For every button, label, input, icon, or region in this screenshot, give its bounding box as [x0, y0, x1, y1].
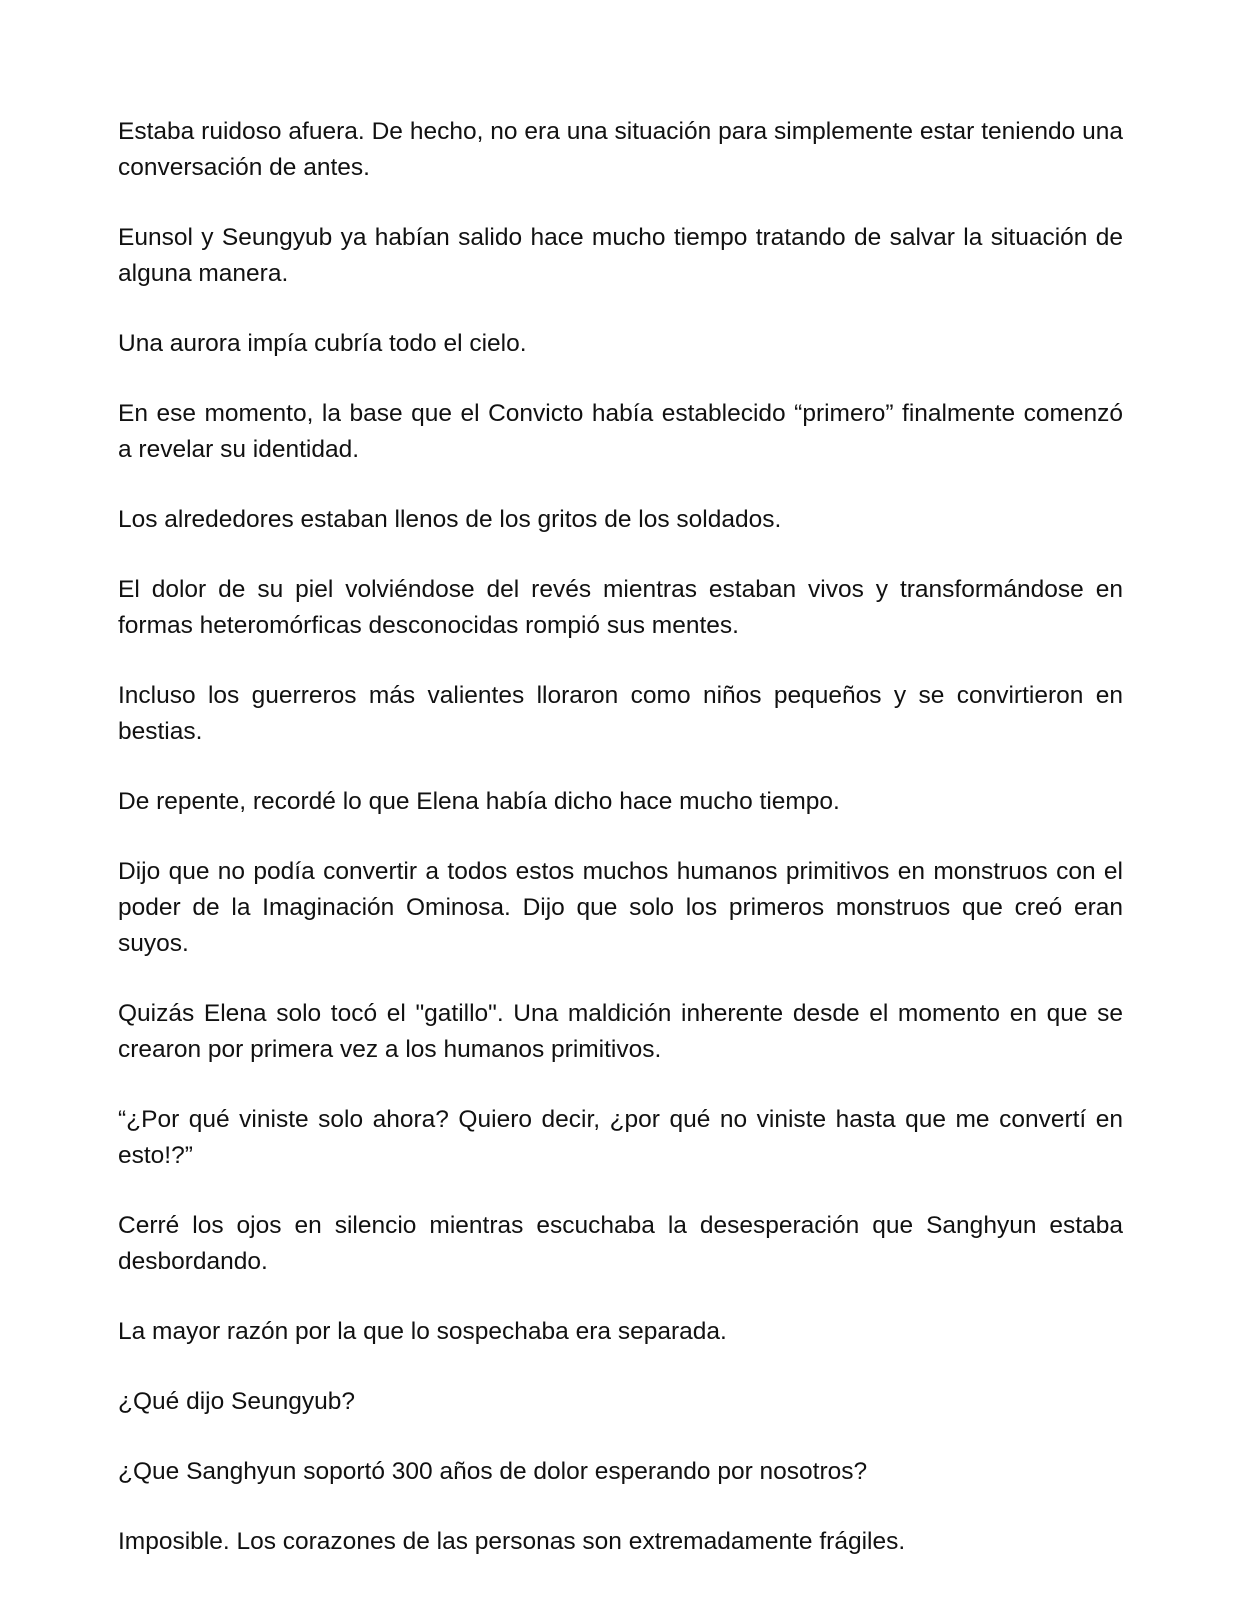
paragraph-7: Incluso los guerreros más valientes lloraron como niños pequeños y se convirtieron en bestias.: [118, 682, 1123, 745]
paragraph-6: El dolor de su piel volviéndose del revés mientras estaban vivos y transformándose en formas heteromórficas desconocidas rompió sus mentes.: [118, 576, 1123, 639]
paragraph-14: ¿Qué dijo Seungyub?: [118, 1388, 355, 1415]
paragraph-4: En ese momento, la base que el Convicto había establecido “primero” finalmente comenzó a revelar su identidad.: [118, 400, 1123, 463]
paragraph-10: Quizás Elena solo tocó el "gatillo". Una maldición inherente desde el momento en que se crearon por primera vez a los humanos primitivos.: [118, 1000, 1123, 1063]
paragraph-1: Estaba ruidoso afuera. De hecho, no era una situación para simplemente estar teniendo una conversación de antes.: [118, 118, 1123, 181]
paragraph-12: Cerré los ojos en silencio mientras escuchaba la desesperación que Sanghyun estaba desbordando.: [118, 1212, 1123, 1275]
paragraph-9: Dijo que no podía convertir a todos estos muchos humanos primitivos en monstruos con el poder de la Imaginación Ominosa. Dijo que solo los primeros monstruos que creó eran suyos.: [118, 858, 1123, 957]
paragraph-15: ¿Que Sanghyun soportó 300 años de dolor esperando por nosotros?: [118, 1458, 868, 1485]
paragraph-11: “¿Por qué viniste solo ahora? Quiero decir, ¿por qué no viniste hasta que me convertí en esto!?”: [118, 1106, 1123, 1169]
document-page: [118, 114, 1123, 1594]
paragraph-16: Imposible. Los corazones de las personas son extremadamente frágiles.: [118, 1528, 906, 1555]
paragraph-2: Eunsol y Seungyub ya habían salido hace mucho tiempo tratando de salvar la situación de alguna manera.: [118, 224, 1123, 287]
paragraph-5: Los alrededores estaban llenos de los gritos de los soldados.: [118, 506, 782, 533]
paragraph-8: De repente, recordé lo que Elena había dicho hace mucho tiempo.: [118, 788, 840, 815]
paragraph-13: La mayor razón por la que lo sospechaba era separada.: [118, 1318, 727, 1345]
paragraph-3: Una aurora impía cubría todo el cielo.: [118, 330, 527, 357]
